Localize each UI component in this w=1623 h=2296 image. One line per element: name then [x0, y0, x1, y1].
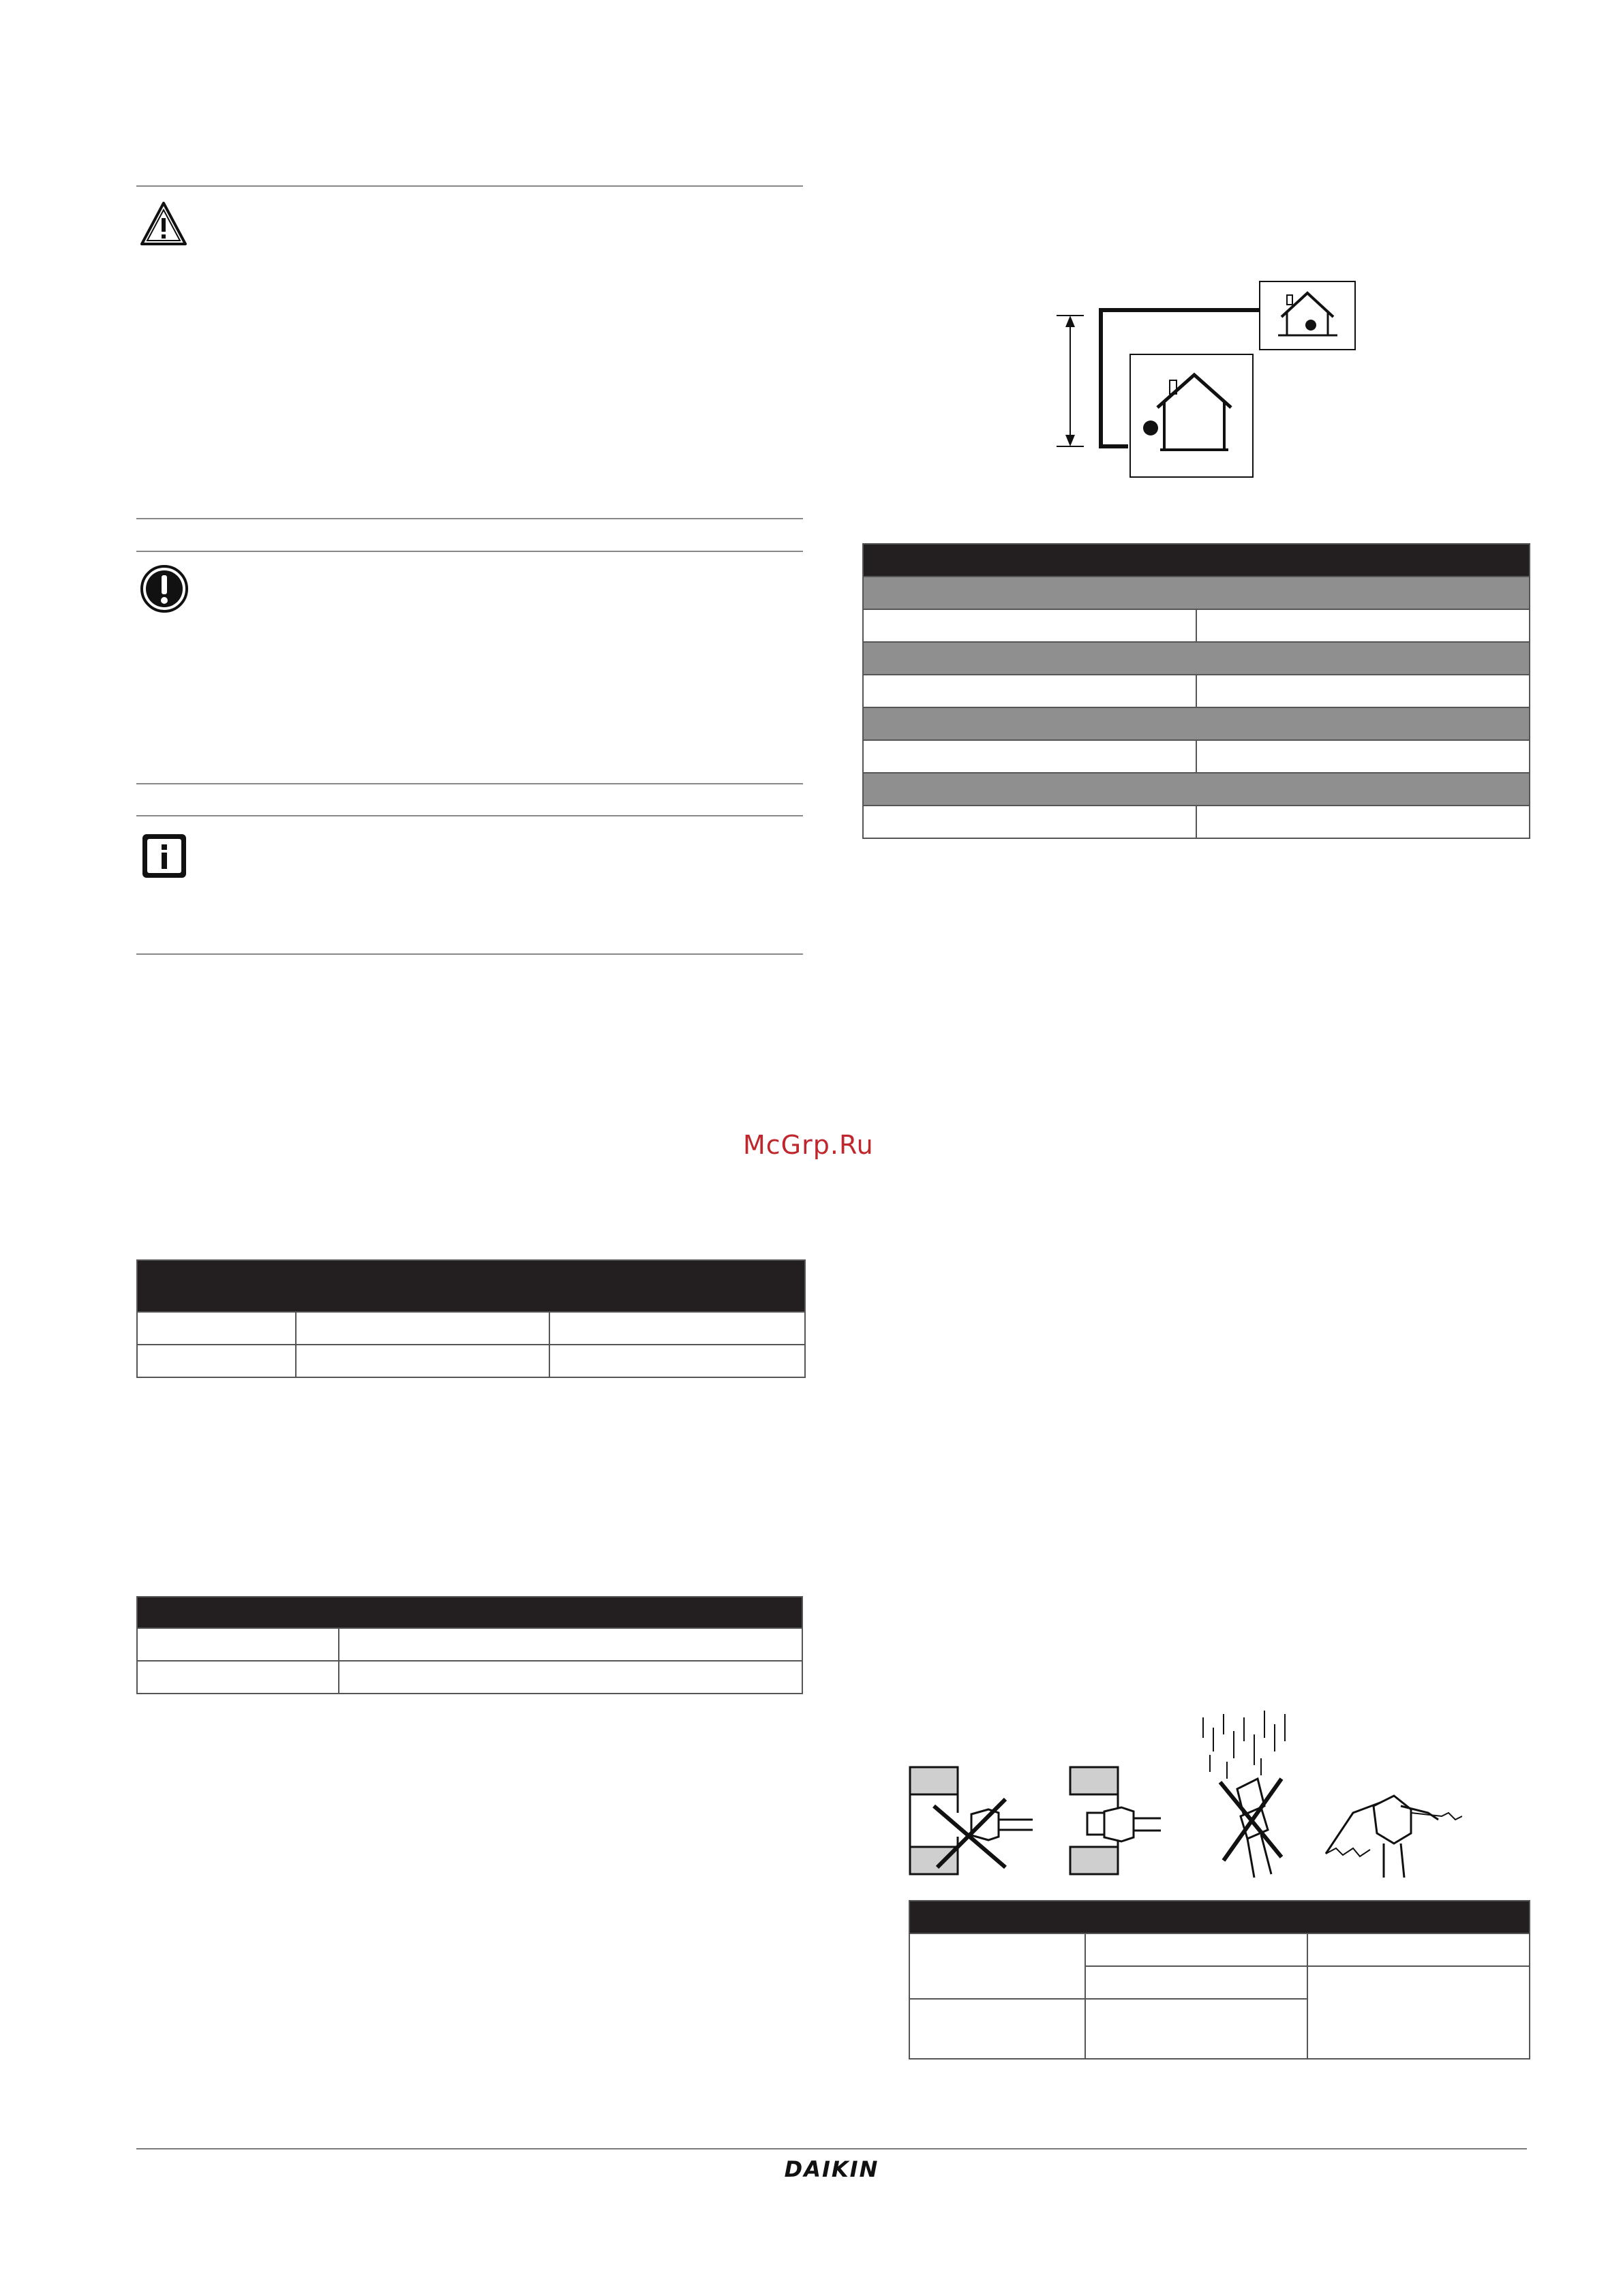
exclamation-circle-icon — [140, 564, 189, 613]
rain-exposure-incorrect-illustration — [1203, 1711, 1285, 1878]
table-2 — [136, 1596, 803, 1694]
warning-triangle-icon — [140, 201, 187, 246]
table-row — [863, 675, 1530, 707]
table-row — [137, 1628, 802, 1661]
daikin-logo: DAIKIN — [784, 2156, 879, 2182]
pipe-handling-illustrations — [903, 1704, 1462, 1888]
taped-pipe-end-illustration — [1326, 1796, 1462, 1878]
table-row — [909, 1933, 1530, 1966]
warning-bottom-rule — [136, 518, 803, 519]
table-section-row — [863, 577, 1530, 609]
table-4-header-row — [909, 1901, 1530, 1933]
table-section-row — [863, 707, 1530, 740]
table-row — [137, 1661, 802, 1694]
table-3 — [862, 543, 1530, 839]
table-3-header-row — [863, 544, 1530, 577]
table-2-header-row — [137, 1597, 802, 1628]
info-top-rule — [136, 815, 803, 816]
table-row — [137, 1312, 805, 1345]
footer-rule — [136, 2148, 1527, 2149]
table-4 — [909, 1900, 1530, 2060]
info-icon — [141, 833, 187, 879]
table-section-row — [863, 642, 1530, 675]
warning-top-rule — [136, 185, 803, 187]
table-1-header-row — [137, 1260, 805, 1312]
info-bottom-rule — [136, 953, 803, 955]
table-row — [137, 1345, 805, 1377]
notice-top-rule — [136, 551, 803, 552]
table-row — [863, 740, 1530, 773]
table-row — [863, 609, 1530, 642]
table-row — [863, 806, 1530, 838]
watermark: McGrp.Ru — [743, 1130, 874, 1160]
height-difference-diagram — [1043, 273, 1370, 480]
notice-bottom-rule — [136, 783, 803, 784]
table-1 — [136, 1259, 806, 1378]
wall-penetration-incorrect-illustration — [910, 1767, 1033, 1874]
table-section-row — [863, 773, 1530, 806]
wall-penetration-correct-illustration — [1070, 1767, 1161, 1874]
